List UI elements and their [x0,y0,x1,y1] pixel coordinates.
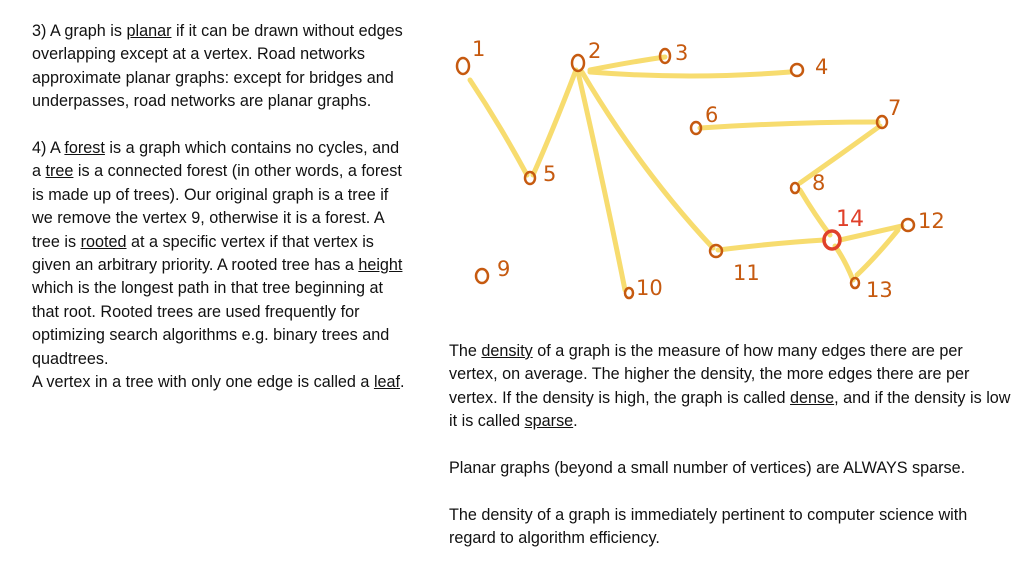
efficiency-paragraph: The density of a graph is immediately pertinent to computer science with regard to algorithm efficiency. [449,505,968,548]
vertex-label-4: 4 [815,55,829,79]
vertex-label-3: 3 [675,41,689,65]
edge-2-11 [582,72,713,248]
vertex-label-8: 8 [812,171,826,195]
edge-8-14 [800,190,830,235]
term-density: density [481,342,533,360]
vertex-label-11: 11 [733,261,760,285]
graph-drawing [430,20,1024,320]
vertex-label-13: 13 [866,278,893,302]
vertex-8 [791,183,799,193]
term-dense: dense [790,388,835,407]
vertex-label-7: 7 [888,96,902,120]
vertex-label-9: 9 [497,257,511,281]
vertex-10 [625,288,633,298]
forest-paragraph: 4) A forest is a graph which contains no cycles, and a tree is a connected forest (in other words, a forest is made up of trees). Our original graph is a tree if we remove the vertex 9, otherwise it is a forest. A tree is rooted at a specific vertex if that vertex is given an arbitrary priority. A rooted tree has a height which is the longest path in that tree beginning at that root. Rooted trees are used frequently for optimizing search algorithms e.g. binary trees and quadtrees. A vertex in a tree with only one edge is called a leaf. [32,139,405,392]
term-leaf: leaf [373,373,401,392]
vertex-label-12: 12 [918,209,945,233]
vertex-4 [791,64,803,76]
term-rooted: rooted [80,232,127,251]
vertex-label-6: 6 [705,103,719,127]
vertex-label-14: 14 [836,207,864,232]
term-sparse: sparse [524,412,574,431]
term-height: height [358,256,403,275]
term-planar: planar [126,22,172,40]
vertex-label-5: 5 [543,162,557,186]
edge-2-5 [533,70,576,175]
edge-11-14 [718,240,824,250]
density-paragraph: The density of a graph is the measure of how many edges there are per vertex, on average. The higher the density, the more edges there are per vertex. If the density is high, the graph is called dense, and if the density is low it is called sparse. [449,342,1011,431]
vertex-9 [476,269,488,283]
vertex-label-10: 10 [636,276,663,300]
edge-2-4 [590,72,790,76]
left-text-block [32,20,412,394]
edge-6-7 [700,122,878,128]
planar-sparse-paragraph: Planar graphs (beyond a small number of vertices) are ALWAYS sparse. [449,459,966,478]
term-forest: forest [64,139,105,158]
vertex-label-2: 2 [588,39,602,63]
vertex-5 [525,172,535,184]
planar-paragraph: 3) A graph is planar if it can be drawn without edges overlapping except at a vertex. Road networks approximate planar graphs: except for bridges and underpasses, road networks are planar graphs. [32,22,403,111]
term-tree: tree [45,162,74,181]
edge-1-5 [470,80,527,175]
vertex-label-1: 1 [472,37,486,61]
vertex-1 [457,58,469,74]
edge-14-13 [835,246,853,280]
right-text-block [449,340,1014,551]
